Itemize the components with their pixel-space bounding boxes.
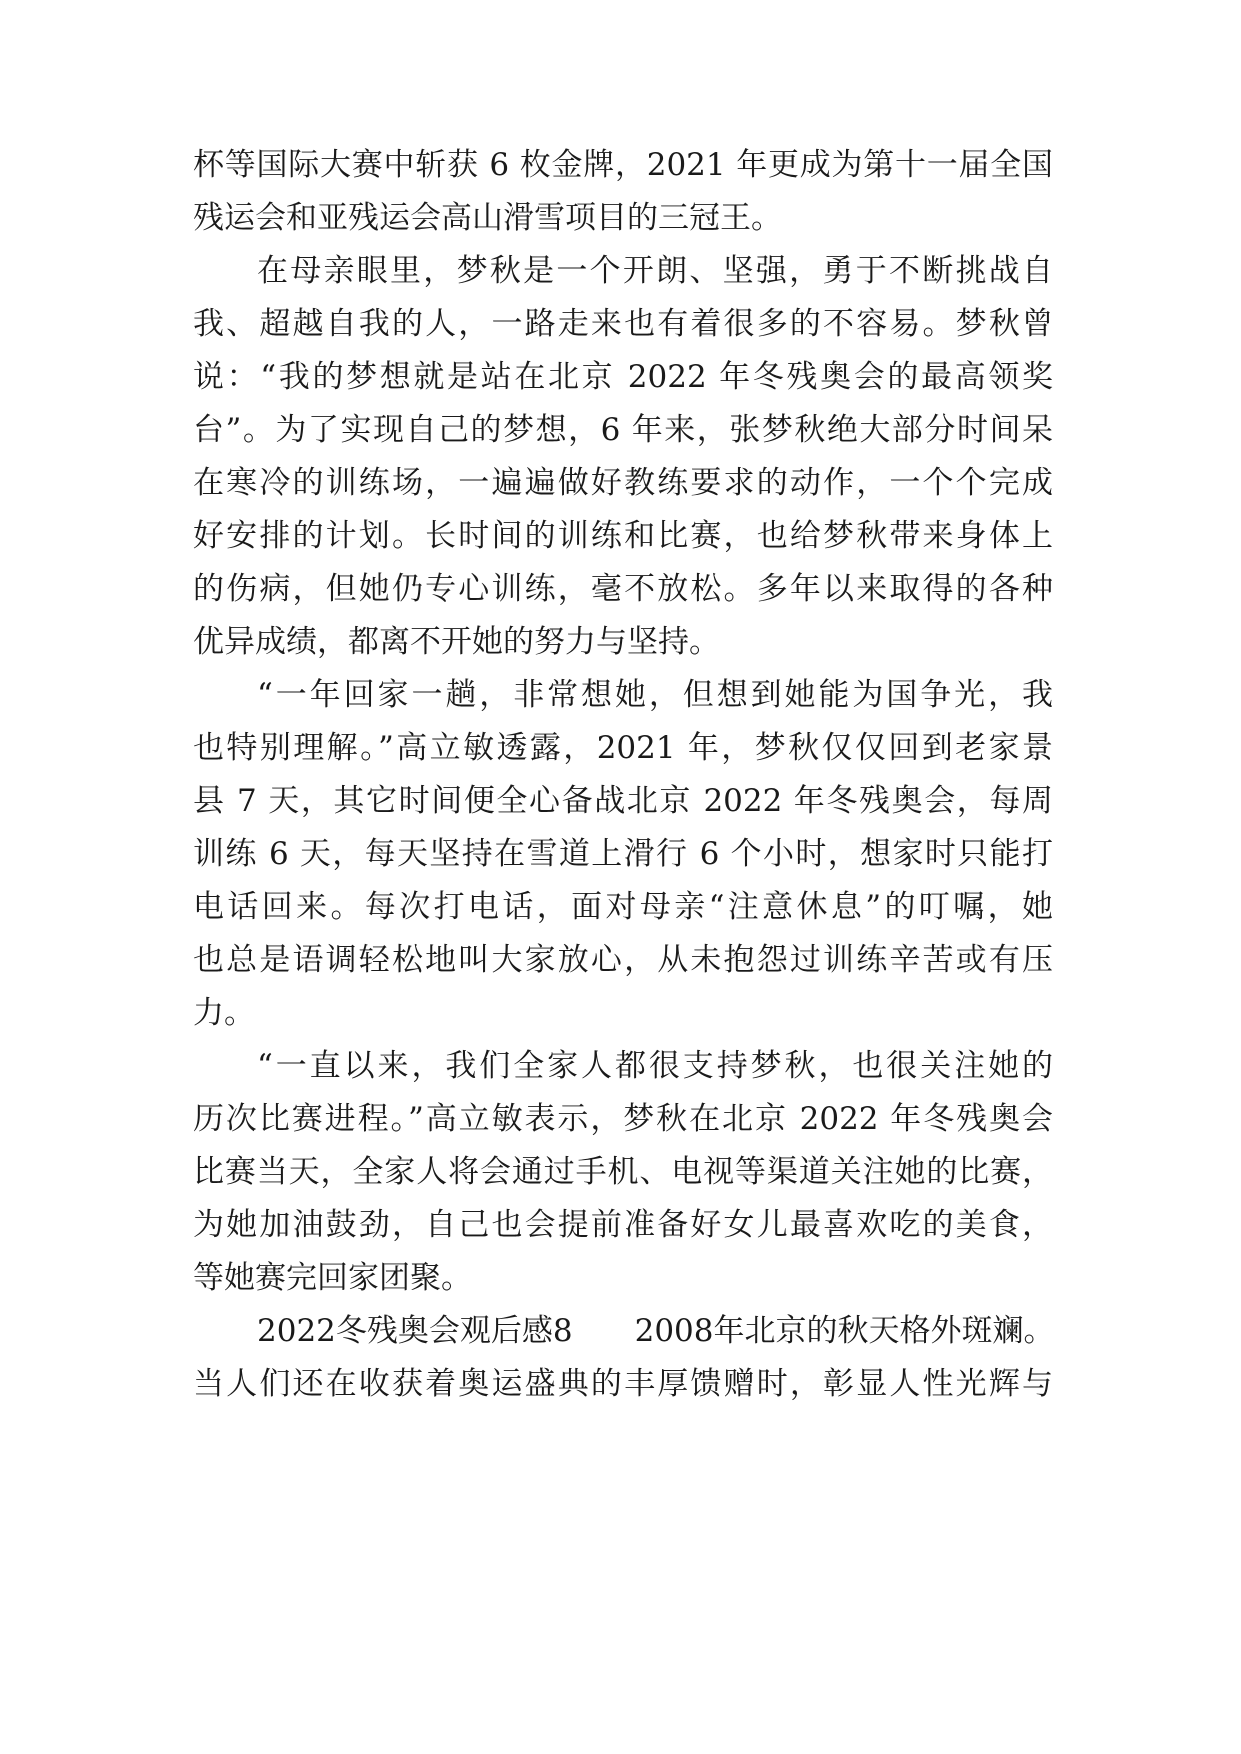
text-line-7: 在寒冷的训练场，一遍遍做好教练要求的动作，一个个完成 [193, 465, 1053, 501]
text-line-6: 台”。为了实现自己的梦想，6 年来，张梦秋绝大部分时间呆 [193, 412, 1053, 448]
text-line-17: 力。 [193, 995, 255, 1031]
text-line-9: 的伤病，但她仍专心训练，毫不放松。多年以来取得的各种 [193, 571, 1053, 607]
text-line-23: 2022冬残奥会观后感8 2008年北京的秋天格外斑斓。 [257, 1313, 1055, 1349]
text-line-10: 优异成绩，都离不开她的努力与坚持。 [193, 624, 720, 660]
text-line-13: 县 7 天，其它时间便全心备战北京 2022 年冬残奥会，每周 [193, 783, 1053, 819]
text-line-21: 为她加油鼓劲，自己也会提前准备好女儿最喜欢吃的美食， [193, 1207, 1053, 1243]
text-line-1: 杯等国际大赛中斩获 6 枚金牌，2021 年更成为第十一届全国 [193, 147, 1053, 183]
text-line-20: 比赛当天，全家人将会通过手机、电视等渠道关注她的比赛， [193, 1154, 1053, 1190]
text-line-16: 也总是语调轻松地叫大家放心，从未抱怨过训练辛苦或有压 [193, 942, 1053, 978]
text-line-19: 历次比赛进程。”高立敏表示，梦秋在北京 2022 年冬残奥会 [193, 1101, 1053, 1137]
text-line-15: 电话回来。每次打电话，面对母亲“注意休息”的叮嘱，她 [193, 889, 1053, 925]
text-line-12: 也特别理解。”高立敏透露，2021 年，梦秋仅仅回到老家景 [193, 730, 1053, 766]
text-line-14: 训练 6 天，每天坚持在雪道上滑行 6 个小时，想家时只能打 [193, 836, 1053, 872]
text-line-24: 当人们还在收获着奥运盛典的丰厚馈赠时，彰显人性光辉与 [193, 1366, 1053, 1402]
text-line-5: 说：“我的梦想就是站在北京 2022 年冬残奥会的最高领奖 [193, 359, 1053, 395]
text-line-3: 在母亲眼里，梦秋是一个开朗、坚强，勇于不断挑战自 [257, 253, 1053, 289]
text-line-4: 我、超越自我的人，一路走来也有着很多的不容易。梦秋曾 [193, 306, 1053, 342]
text-line-2: 残运会和亚残运会高山滑雪项目的三冠王。 [193, 200, 782, 236]
text-line-18: “一直以来，我们全家人都很支持梦秋，也很关注她的 [257, 1048, 1053, 1084]
text-line-22: 等她赛完回家团聚。 [193, 1260, 472, 1296]
text-line-8: 好安排的计划。长时间的训练和比赛，也给梦秋带来身体上 [193, 518, 1053, 554]
text-line-11: “一年回家一趟，非常想她，但想到她能为国争光，我 [257, 677, 1053, 713]
